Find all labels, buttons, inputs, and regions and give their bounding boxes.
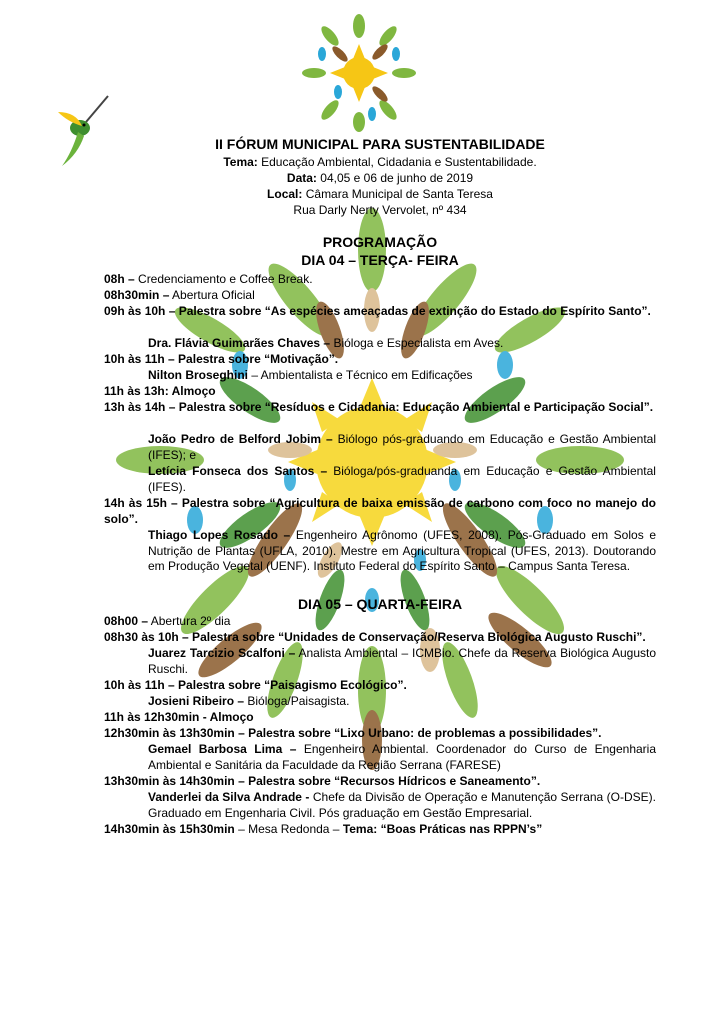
day1-speaker-6a — [148, 432, 656, 463]
day1-item-1 — [104, 272, 656, 288]
text: 09h às 10h – Palestra sobre “As espécies ameaçadas de extinção do Estado do Espírito Santo”. — [104, 304, 651, 318]
day2-item-4 — [104, 710, 656, 726]
speaker-name: João Pedro de Belford Jobim – — [148, 432, 333, 446]
day1-item-6 — [104, 400, 656, 416]
data-label: Data: — [286, 171, 317, 185]
speaker-name: Gemael Barbosa Lima – — [148, 742, 297, 756]
day2-item-1 — [104, 614, 656, 630]
day1-speaker-7 — [148, 528, 656, 575]
day1-heading: DIA 04 – TERÇA- FEIRA — [301, 252, 459, 268]
speaker-desc: Analista Ambiental – ICMBio. Chefe da Reserva Biológica Augusto Ruschi. — [148, 646, 657, 676]
text: Credenciamento e Coffee Break. — [134, 272, 313, 286]
local-value: Câmara Municipal de Santa Teresa — [302, 187, 493, 201]
day2-item-2 — [104, 630, 656, 646]
speaker-desc: Engenheiro Agrônomo (UFES, 2008). Pós-Graduado em Solos e Nutrição de Plantas (UFLA, 2010). Mestre em Agricultura Tropical (UFES, 2013). Doutorando em Produção Vegetal (UENF). Instituto Federal do Espírito Santo – Campus Santa Teresa. — [148, 528, 656, 573]
speaker-name: Letícia Fonseca dos Santos – — [148, 464, 328, 478]
local-line — [100, 186, 660, 202]
text: Abertura Oficial — [169, 288, 255, 302]
tema: Tema: “Boas Práticas nas RPPN’s” — [342, 822, 543, 836]
speaker-desc: Chefe da Divisão de Operação e Manutenção Serrana (O-DSE). Graduado em Engenharia Civil. Pós graduação em Gestão Empresarial. — [148, 790, 656, 820]
forum-logo — [300, 14, 418, 132]
time: 08h30min – — [104, 288, 170, 302]
text: 08h30 às 10h – Palestra sobre “Unidades de Conservação/Reserva Biológica Augusto Ruschi”. — [104, 630, 646, 644]
speaker-desc: Engenheiro Ambiental. Coordenador do Curso de Engenharia Ambiental e Sanitária da Faculdade da Região Serrana (FARESE) — [148, 742, 656, 772]
text: 11h às 12h30min - Almoço — [104, 710, 254, 724]
day1-item-2 — [104, 288, 656, 304]
text: 12h30min às 13h30min – Palestra sobre “Lixo Urbano: de problemas a possibilidades”. — [104, 726, 602, 740]
day2-speaker-3 — [148, 694, 656, 710]
text: 10h às 11h – Palestra sobre “Paisagismo Ecológico”. — [104, 678, 407, 692]
speaker-name: Josieni Ribeiro – — [148, 694, 245, 708]
day1-item-3 — [104, 304, 656, 320]
day1-speaker-6b — [148, 464, 656, 495]
text: Abertura 2º dia — [148, 614, 231, 628]
tema-value: Educação Ambiental, Cidadania e Sustentabilidade. — [257, 155, 537, 169]
speaker-name: Juarez Tarcizio Scalfoni – — [148, 646, 296, 660]
day1-item-7 — [104, 496, 656, 527]
speaker-name: Vanderlei da Silva Andrade - — [148, 790, 310, 804]
day2-item-3 — [104, 678, 656, 694]
time: 08h – — [104, 272, 135, 286]
time: 14h30min às 15h30min — [104, 822, 235, 836]
text: 11h às 13h: Almoço — [104, 384, 216, 398]
tema-label: Tema: — [223, 155, 258, 169]
speaker-name: Dra. Flávia Guimarães Chaves – — [148, 336, 331, 350]
data-value: 04,05 e 06 de junho de 2019 — [316, 171, 474, 185]
local-label: Local: — [267, 187, 303, 201]
speaker-desc: Bióloga/Paisagista. — [244, 694, 350, 708]
text: – Mesa Redonda – — [234, 822, 343, 836]
speaker-desc: Bióloga e Especialista em Aves. — [330, 336, 504, 350]
programacao-heading: PROGRAMAÇÃO — [322, 234, 438, 250]
day2-heading: DIA 05 – QUARTA-FEIRA — [297, 596, 463, 612]
time: 08h00 – — [104, 614, 149, 628]
text: 13h às 14h – Palestra sobre “Resíduos e Cidadania: Educação Ambiental e Participação Social”. — [104, 400, 654, 414]
address-line: Rua Darly Nerty Vervolet, nº 434 — [293, 203, 467, 217]
day1-item-5 — [104, 384, 656, 400]
speaker-name: Nilton Broseghini — [148, 368, 248, 382]
day2-item-7 — [104, 822, 656, 838]
day2-speaker-6 — [148, 790, 656, 821]
speaker-desc: Biólogo pós-graduando em Educação e Gestão Ambiental (IFES); e — [148, 432, 656, 462]
forum-title: II FÓRUM MUNICIPAL PARA SUSTENTABILIDADE — [215, 136, 545, 152]
text: 14h às 15h – Palestra sobre “Agricultura de baixa emissão de carbono com foco no manejo do solo”. — [104, 496, 656, 526]
day2-item-6 — [104, 774, 656, 790]
text: 13h30min às 14h30min – Palestra sobre “Recursos Hídricos e Saneamento”. — [104, 774, 541, 788]
data-line — [100, 170, 660, 186]
day2-item-5 — [104, 726, 656, 742]
speaker-desc: Bióloga/pós-graduanda em Educação e Gestão Ambiental (IFES). — [148, 464, 656, 494]
day1-speaker-3 — [148, 336, 656, 352]
day1-item-4 — [104, 352, 656, 368]
text: 10h às 11h – Palestra sobre “Motivação”. — [104, 352, 339, 366]
day2-speaker-5 — [148, 742, 656, 773]
tema-line — [100, 154, 660, 170]
speaker-name: Thiago Lopes Rosado – — [148, 528, 291, 542]
speaker-desc: – Ambientalista e Técnico em Edificações — [248, 368, 473, 382]
day1-speaker-4 — [148, 368, 656, 384]
day2-speaker-2 — [148, 646, 656, 677]
